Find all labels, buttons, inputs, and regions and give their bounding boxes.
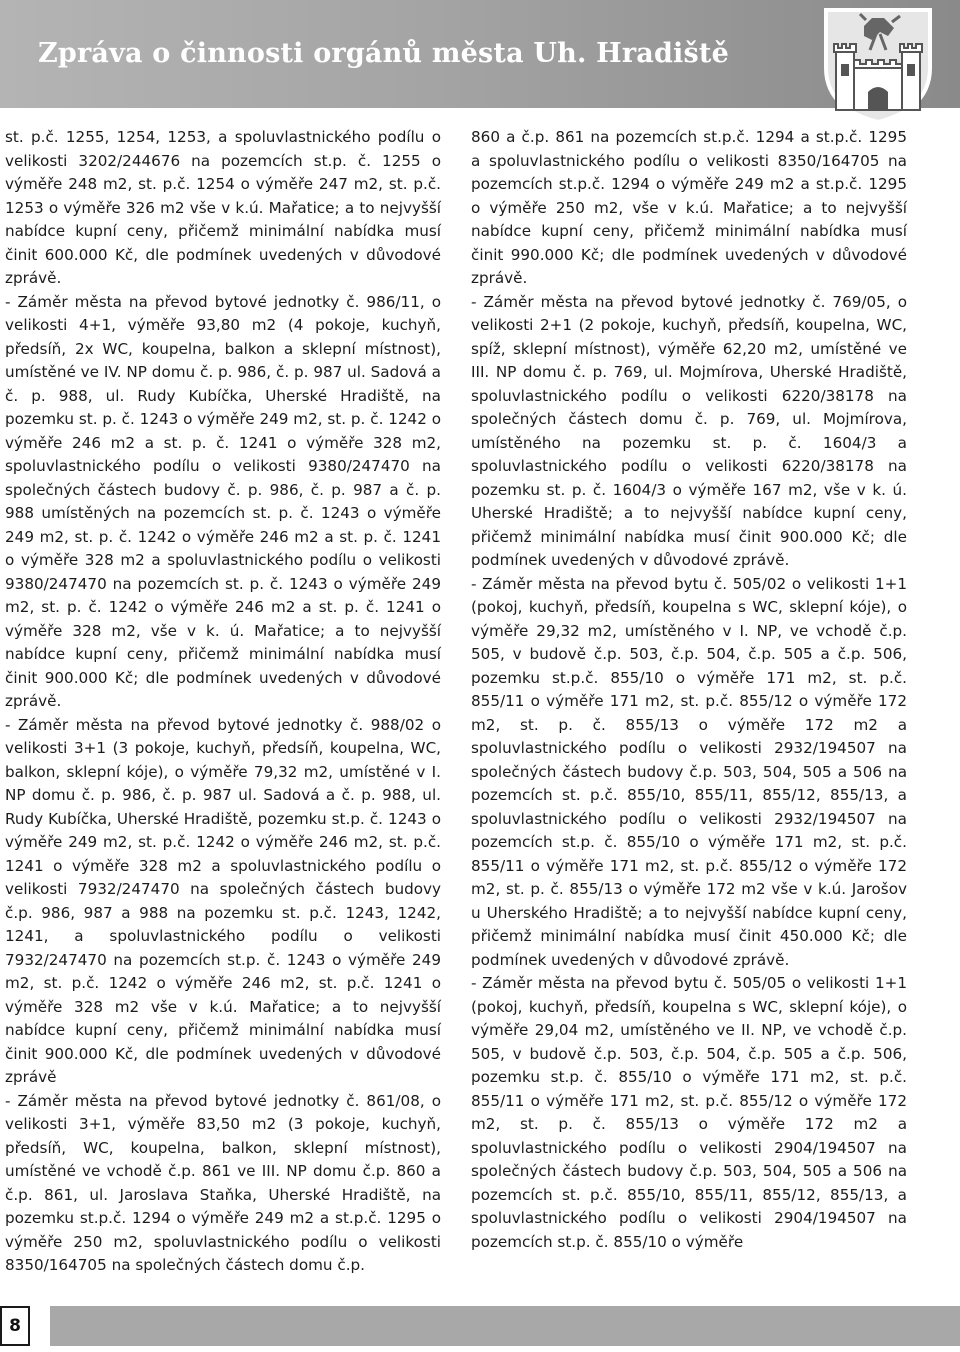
right-paragraph-3: - Záměr města na převod bytu č. 505/02 o velikosti 1+1 (pokoj, kuchyň, předsíň, koupelna s WC, sklepní kóje), o výměře 29,32 m2, umístěného v I. NP, ve vchodě č.p. 505, v budově č.p. 503, č.p. 504, č.p. 505 a č.p. 506, pozemku st.p.č. 855/10 o výměře 171 m2, st. p.č. 855/11 o výměře 171 m2, st. p.č. 855/12 o výměře 172 m2, st. p. č. 855/13 o výměře 172 m2 a spoluvlastnického podílu o velikosti 2932/194507 na společných částech budovy č.p. 503, 504, 505 a 506 na pozemcích st. p.č. 855/10, 855/11, 855/12, 855/13, a spoluvlastnického podílu o velikosti 2932/194507 na pozemcích st.p. č. 855/10 o výměře 171 m2, st. p.č. 855/11 o výměře 171 m2, st. p.č. 855/12 o výměře 172 m2, st. p. č. 855/13 o výměře 172 m2 vše v k.ú. Jarošov u Uherského Hradiště; a to nejvyšší nabídce kupní ceny, přičemž minimální nabídka musí činit 450.000 Kč; dle podmínek uvedených v důvodové zprávě. — [471, 574, 907, 969]
right-paragraph-2: - Záměr města na převod bytové jednotky č. 769/05, o velikosti 2+1 (2 pokoje, kuchyň, předsíň, koupelna, WC, spíž, sklepní místnost), výměře 62,20 m2, umístěné ve III. NP domu č. p. 769, ul. Mojmírova, Uherské Hradiště, spoluvlastnického podílu o velikosti 6220/38178 na společných částech domu č. p. 769, ul. Mojmírova, umístěného na pozemku st. p. č. 1604/3 a spoluvlastnického podílu o velikosti 6220/38178 na pozemku st. p. č. 1604/3 o výměře 167 m2, vše v k. ú. Uherské Hradiště; a to nejvyšší nabídce kupní ceny, přičemž minimální nabídka musí činit 900.000 Kč; dle podmínek uvedených v důvodové zprávě. — [471, 292, 907, 569]
left-paragraph-2: - Záměr města na převod bytové jednotky č. 986/11, o velikosti 4+1, výměře 93,80 m2 (4 pokoje, kuchyň, předsíň, 2x WC, koupelna, balkon a sklepní místnost), umístěné ve IV. NP domu č. p. 986, č. p. 987 ul. Sadová a č. p. 988, ul. Rudy Kubíčka, Uherské Hradiště, na pozemku st. p. č. 1243 o výměře 249 m2, st. p. č. 1242 o výměře 246 m2 a st. p. č. 1241 o výměře 328 m2, spoluvlastnického podílu o velikosti 9380/247470 na společných částech budovy č. p. 986, č. p. 987 a č. p. 988 umístěných na pozemcích st. p. č. 1243 o výměře 249 m2, st. p. č. 1242 o výměře 246 m2 a st. p. č. 1241 o výměře 328 m2 a spoluvlastnického podílu o velikosti 9380/247470 na pozemcích st. p. č. 1243 o výměře 249 m2, st. p. č. 1242 o výměře 246 m2 a st. p. č. 1241 o výměře 328 m2, vše v k. ú. Mařatice; a to nejvyšší nabídce kupní ceny, přičemž minimální nabídka musí činit 900.000 Kč; dle podmínek uvedených v důvodové zprávě. — [5, 292, 441, 710]
left-paragraph-1: st. p.č. 1255, 1254, 1253, a spoluvlastnického podílu o velikosti 3202/244676 na pozemcích st.p. č. 1255 o výměře 248 m2, st. p.č. 1254 o výměře 247 m2, st. p.č. 1253 o výměře 326 m2 vše v k.ú. Mařatice; a to nejvyšší nabídce kupní ceny, přičemž minimální nabídka musí činit 600.000 Kč, dle podmínek uvedených v důvodové zprávě. — [5, 128, 441, 287]
header-title: Zpráva o činnosti orgánů města Uh. Hradiště — [38, 38, 729, 69]
left-paragraph-4: - Záměr města na převod bytové jednotky č. 861/08, o velikosti 3+1, výměře 83,50 m2 (3 pokoje, kuchyň, předsíň, WC, koupelna, balkon, sklepní místnost), umístěné ve vchodě č.p. 861 ve III. NP domu č.p. 860 a č.p. 861, ul. Jaroslava Staňka, Uherské Hradiště, na pozemku st.p.č. 1294 o výměře 249 m2 a st.p.č. 1295 o výměře 250 m2, spoluvlastnického podílu o velikosti 8350/164705 na společných částech domu č.p. — [5, 1091, 441, 1274]
right-column — [471, 126, 907, 1254]
right-paragraph-4: - Záměr města na převod bytu č. 505/05 o velikosti 1+1 (pokoj, kuchyň, předsíň, koupelna s WC, sklepní kóje), o výměře 29,04 m2, umístěného ve II. NP, ve vchodě č.p. 505, v budově č.p. 503, č.p. 504, č.p. 505 a č.p. 506, pozemku st.p. č. 855/10 o výměře 171 m2, st. p.č. 855/11 o výměře 171 m2, st. p.č. 855/12 o výměře 172 m2, st. p. č. 855/13 o výměře 172 m2 a spoluvlastnického podílu o velikosti 2904/194507 na společných částech budovy č.p. 503, 504, 505 a 506 na pozemcích st. p.č. 855/10, 855/11, 855/12, 855/13, a spoluvlastnického podílu o velikosti 2904/194507 na pozemcích st.p. č. 855/10 o výměře — [471, 974, 907, 1251]
right-paragraph-1: 860 a č.p. 861 na pozemcích st.p.č. 1294 a st.p.č. 1295 a spoluvlastnického podílu o velikosti 8350/164705 na pozemcích st.p.č. 1294 o výměře 249 m2 a st.p.č. 1295 o výměře 250 m2, vše v k.ú. Mařatice; a to nejvyšší nabídce kupní ceny, přičemž minimální nabídka musí činit 990.000 Kč; dle podmínek uvedených v důvodové zprávě. — [471, 128, 907, 287]
left-column — [5, 126, 441, 1278]
footer-bar — [50, 1306, 960, 1346]
page-number: 8 — [0, 1306, 30, 1346]
city-crest-icon — [822, 6, 934, 124]
page-header — [0, 0, 960, 108]
left-paragraph-3: - Záměr města na převod bytové jednotky č. 988/02 o velikosti 3+1 (3 pokoje, kuchyň, předsíň, koupelna, WC, balkon, sklepní kóje), o výměře 79,32 m2, umístěné v I. NP domu č. p. 986, č. p. 987 ul. Sadová a č. p. 988, ul. Rudy Kubíčka, Uherské Hradiště, pozemku st.p. č. 1243 o výměře 249 m2, st. p.č. 1242 o výměře 246 m2, st. p.č. 1241 o výměře 328 m2 a spoluvlastnického podílu o velikosti 7932/247470 na společných částech budovy č.p. 986, 987 a 988 na pozemku st. p.č. 1243, 1242, 1241, a spoluvlastnického podílu o velikosti 7932/247470 na pozemcích st.p. č. 1243 o výměře 249 m2, st. p.č. 1242 o výměře 246 m2, st. p.č. 1241 o výměře 328 m2 vše v k.ú. Mařatice; a to nejvyšší nabídce kupní ceny, přičemž minimální nabídka musí činit 900.000 Kč, dle podmínek uvedených v důvodové zprávě — [5, 715, 441, 1086]
